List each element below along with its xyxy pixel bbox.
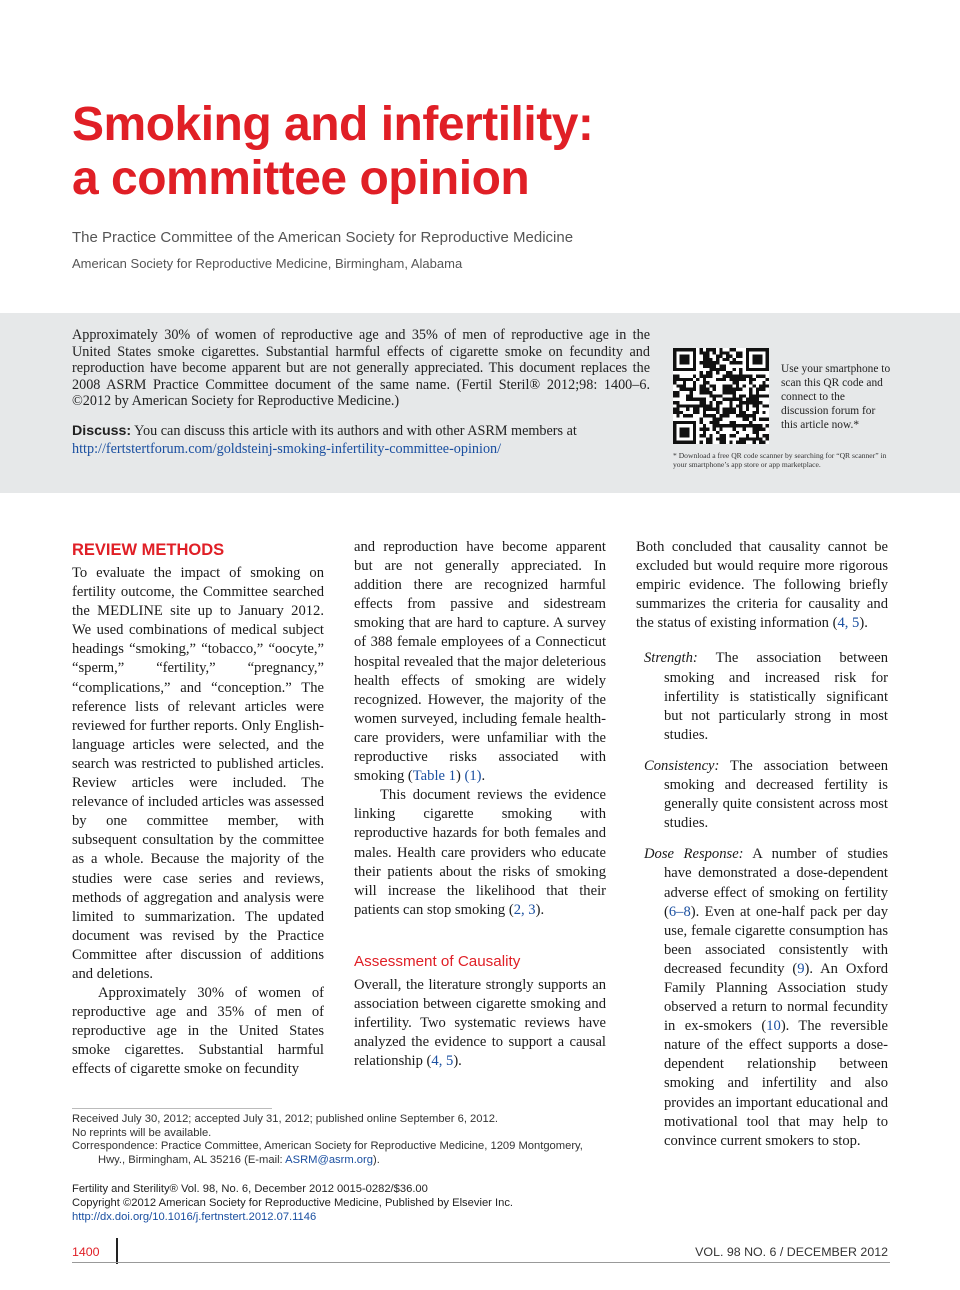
email-link[interactable]: ASRM@asrm.org xyxy=(285,1153,373,1166)
text-run: Correspondence: Practice Committee, American Society for Reproductive Medicine, 1209 Montgomery, Hwy., Birmingham, AL 35216 (E-mail: xyxy=(72,1140,583,1166)
criterion-label: Strength: xyxy=(644,650,698,667)
text-run: ). xyxy=(372,1153,380,1166)
criteria-list xyxy=(636,649,888,1150)
column-3 xyxy=(636,538,888,1151)
reference-link[interactable]: 10 xyxy=(766,1018,781,1035)
discuss-label: Discuss: xyxy=(72,423,132,439)
text-run: . xyxy=(481,768,486,785)
footnotes xyxy=(72,1113,612,1167)
doi-link[interactable]: http://dx.doi.org/10.1016/j.fertnstert.2012.07.1146 xyxy=(72,1211,317,1223)
column-2 xyxy=(354,538,606,1071)
criterion-strength xyxy=(644,649,888,744)
text-run: ). xyxy=(859,615,868,632)
text-run: ). xyxy=(453,1053,462,1070)
review-methods-heading: REVIEW METHODS xyxy=(72,541,225,559)
reference-link[interactable]: (1) xyxy=(464,768,482,785)
correspondence xyxy=(72,1140,612,1167)
paragraph xyxy=(354,538,606,786)
text-run: and reproduction have become apparent but are not generally appreciated. In addition there are recognized harmful effects from passive and sidestream smoking that are hard to capture. A survey of 388 female employees of a Connecticut hospital revealed that the major deleterious health effects of smoking are widely recognized. However, the majority of the women surveyed, including female health-care providers, were unfamiliar with the reproductive risks associated with smoking ( xyxy=(354,539,606,785)
article-title xyxy=(72,98,872,206)
qr-code-icon xyxy=(673,348,769,444)
affiliation: American Society for Reproductive Medicine, Birmingham, Alabama xyxy=(72,256,463,271)
text-run: A number of studies have demonstrated a dose-dependent adverse effect of smoking on fertility ( xyxy=(664,846,889,920)
page-number: 1400 xyxy=(72,1245,100,1259)
text-run: ). The reversible nature of the effect supports a dose-dependent relationship between smoking and infertility and also provides an important educational and motivational tool that may help to convince current smokers to stop. xyxy=(664,1018,888,1149)
paragraph: To evaluate the impact of smoking on fertility outcome, the Committee searched the MEDLINE site up to January 2012. We used combinations of medical subject headings “smoking,” “tobacco,” “oocyte,” “sperm,” “fertility,” “pregnancy,” “complications,” and “conception.” The reference lists of relevant articles were reviewed for further reports. Only English-language articles were selected, and the search was restricted to published articles. Review articles were included. The relevance of included articles was assessed by one committee member, with subsequent consultation by the committee as a whole. Because the majority of the studies were case series and reviews, methods of aggregation and analysis were limited to summarization. The updated document was revised by the Practice Committee after discussion of additions and deletions. xyxy=(72,565,324,982)
volume-info: VOL. 98 NO. 6 / DECEMBER 2012 xyxy=(695,1245,888,1259)
copyright: Copyright ©2012 American Society for Reproductive Medicine, Published by Elsevier Inc. xyxy=(72,1197,514,1209)
journal-info xyxy=(72,1182,612,1224)
abstract-text: Approximately 30% of women of reproductive age and 35% of men of reproductive age in the United States smoke cigarettes. Substantial harmful effects of cigarette smoke on fecundity and reproduction have become apparent but are not generally appreciated. This document replaces the 2008 ASRM Practice Committee document of the same name. (Fertil Steril® 2012;98: 1400–6. ©2012 by American Society for Reproductive Medicine.) xyxy=(72,327,650,410)
paragraph xyxy=(636,538,888,633)
footer-rule xyxy=(72,1262,890,1263)
footnote-rule xyxy=(72,1108,272,1109)
text-run: ). Even at one-half pack per day use, female cigarette consumption has been associated consistently with decreased fecundity ( xyxy=(664,903,888,977)
reprints-note: No reprints will be available. xyxy=(72,1126,212,1139)
column-1 xyxy=(72,540,324,1080)
reference-link[interactable]: 4, 5 xyxy=(431,1053,454,1070)
text-run: Overall, the literature strongly supports an association between cigarette smoking and infertility. Two systematic reviews have analyzed the evidence to support a causal relationship ( xyxy=(354,976,606,1070)
title-line-1: Smoking and infertility: xyxy=(72,98,594,151)
criterion-consistency xyxy=(644,757,888,833)
title-line-2: a committee opinion xyxy=(72,152,530,205)
assessment-heading: Assessment of Causality xyxy=(354,952,521,970)
text-run: ). xyxy=(535,901,545,918)
discuss-paragraph xyxy=(72,422,650,458)
text-run: Both concluded that causality cannot be excluded but would require more rigorous empiric evidence. The following briefly summarizes the criteria for causality and the status of existing information ( xyxy=(636,539,888,632)
text-run: ) xyxy=(455,768,465,785)
paragraph xyxy=(354,786,606,920)
paragraph: Approximately 30% of women of reproductive age and 35% of men of reproductive age in the United States smoke cigarettes. Substantial harmful effects of cigarette smoke on fecundity xyxy=(72,985,324,1078)
table-1-link[interactable]: Table 1 xyxy=(412,768,456,785)
qr-instructions: Use your smartphone to scan this QR code and connect to the discussion forum for this article now.* xyxy=(781,363,891,431)
reference-link[interactable]: 2, 3 xyxy=(513,901,536,918)
page-number-divider xyxy=(116,1238,118,1264)
text-run: This document reviews the evidence linking cigarette smoking with reproductive hazards for both females and males. Health care providers who educate their patients about the risks of smoking will increase the likelihood that their patients can stop smoking ( xyxy=(354,787,606,918)
reference-link[interactable]: 9 xyxy=(797,960,805,977)
discuss-text: You can discuss this article with its authors and with other ASRM members at xyxy=(131,423,577,439)
paragraph xyxy=(354,976,606,1071)
criterion-label: Consistency: xyxy=(644,757,720,774)
criterion-dose-response xyxy=(644,845,889,1151)
text-run: The association between smoking and decreased fertility is generally quite consistent across most studies. xyxy=(664,757,888,832)
forum-link[interactable]: http://fertstertforum.com/goldsteinj-smoking-infertility-committee-opinion/ xyxy=(72,441,502,457)
received-dates: Received July 30, 2012; accepted July 31, 2012; published online September 6, 2012. xyxy=(72,1113,499,1125)
authors: The Practice Committee of the American Society for Reproductive Medicine xyxy=(72,229,574,246)
journal-citation: Fertility and Sterility® Vol. 98, No. 6, December 2012 0015-0282/$36.00 xyxy=(72,1183,428,1195)
reference-link[interactable]: 4, 5 xyxy=(837,615,860,632)
criterion-label: Dose Response: xyxy=(644,846,744,863)
reference-link[interactable]: 6–8 xyxy=(668,903,691,920)
text-run: The association between smoking and increased risk for infertility is statistically significant but not particularly strong in most studies. xyxy=(664,650,888,743)
qr-footnote: * Download a free QR code scanner by searching for “QR scanner” in your smartphone’s app store or app marketplace. xyxy=(673,451,887,469)
text-run: ). An Oxford Family Planning Association study observed a return to normal fecundity in ex-smokers ( xyxy=(664,960,888,1035)
